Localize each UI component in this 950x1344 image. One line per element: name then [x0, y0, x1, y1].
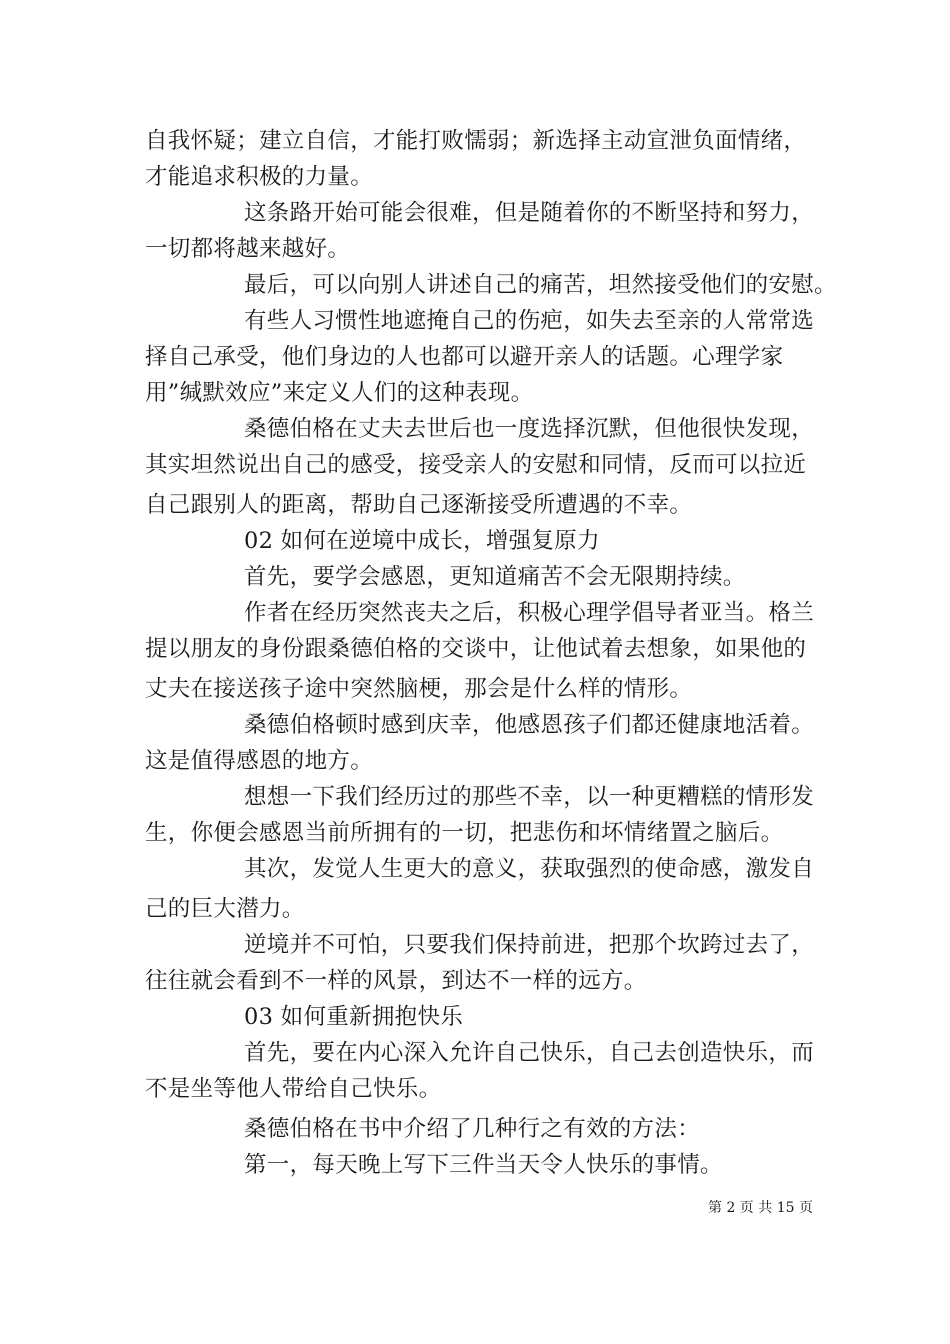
- text-line: 择自己承受，他们身边的人也都可以避开亲人的话题。心理学家: [145, 344, 784, 370]
- text-line: 这条路开始可能会很难，但是随着你的不断坚持和努力，: [244, 200, 815, 226]
- text-line: 丈夫在接送孩子途中突然脑梗，那会是什么样的情形。: [145, 676, 693, 702]
- text-line: 作者在经历突然丧夫之后，积极心理学倡导者亚当。格兰: [244, 600, 815, 626]
- text-line: 提以朋友的身份跟桑德伯格的交谈中，让他试着去想象，如果他的: [145, 636, 807, 662]
- text-line: 第一，每天晚上写下三件当天令人快乐的事情。: [244, 1152, 723, 1178]
- text-line: 最后，可以向别人讲述自己的痛苦，坦然接受他们的安慰。: [244, 272, 837, 298]
- text-line: 往往就会看到不一样的风景，到达不一样的远方。: [145, 968, 647, 994]
- text-line: 其次，发觉人生更大的意义，获取强烈的使命感，激发自: [244, 856, 815, 882]
- text-line: 逆境并不可怕，只要我们保持前进，把那个坎跨过去了，: [244, 932, 815, 958]
- text-line: 这是值得感恩的地方。: [145, 748, 374, 774]
- text-line: 自己跟别人的距离，帮助自己逐渐接受所遭遇的不幸。: [145, 492, 693, 518]
- text-line: 首先，要学会感恩，更知道痛苦不会无限期持续。: [244, 564, 746, 590]
- text-line: 想想一下我们经历过的那些不幸，以一种更糟糕的情形发: [244, 784, 815, 810]
- text-line: 才能追求积极的力量。: [145, 164, 374, 190]
- text-line: 桑德伯格顿时感到庆幸，他感恩孩子们都还健康地活着。: [244, 712, 815, 738]
- text-line: 不是坐等他人带给自己快乐。: [145, 1076, 442, 1102]
- section-heading: 02 如何在逆境中成长，增强复原力: [244, 528, 600, 554]
- text-line: 自我怀疑；建立自信，才能打败懦弱；新选择主动宣泄负面情绪，: [145, 128, 807, 154]
- text-line: 一切都将越来越好。: [145, 236, 351, 262]
- text-line: 己的巨大潜力。: [145, 896, 305, 922]
- text-line: 首先，要在内心深入允许自己快乐，自己去创造快乐，而: [244, 1040, 815, 1066]
- page-number: 第 2 页 共 15 页: [708, 1200, 813, 1216]
- text-line: 用”缄默效应”来定义人们的这种表现。: [145, 380, 534, 406]
- text-line: 桑德伯格在丈夫去世后也一度选择沉默，但他很快发现，: [244, 416, 815, 442]
- text-line: 其实坦然说出自己的感受，接受亲人的安慰和同情，反而可以拉近: [145, 452, 807, 478]
- text-line: 有些人习惯性地遮掩自己的伤疤，如失去至亲的人常常选: [244, 308, 815, 334]
- text-line: 生，你便会感恩当前所拥有的一切，把悲伤和坏情绪置之脑后。: [145, 820, 784, 846]
- section-heading: 03 如何重新拥抱快乐: [244, 1004, 464, 1030]
- text-line: 桑德伯格在书中介绍了几种行之有效的方法：: [244, 1116, 701, 1142]
